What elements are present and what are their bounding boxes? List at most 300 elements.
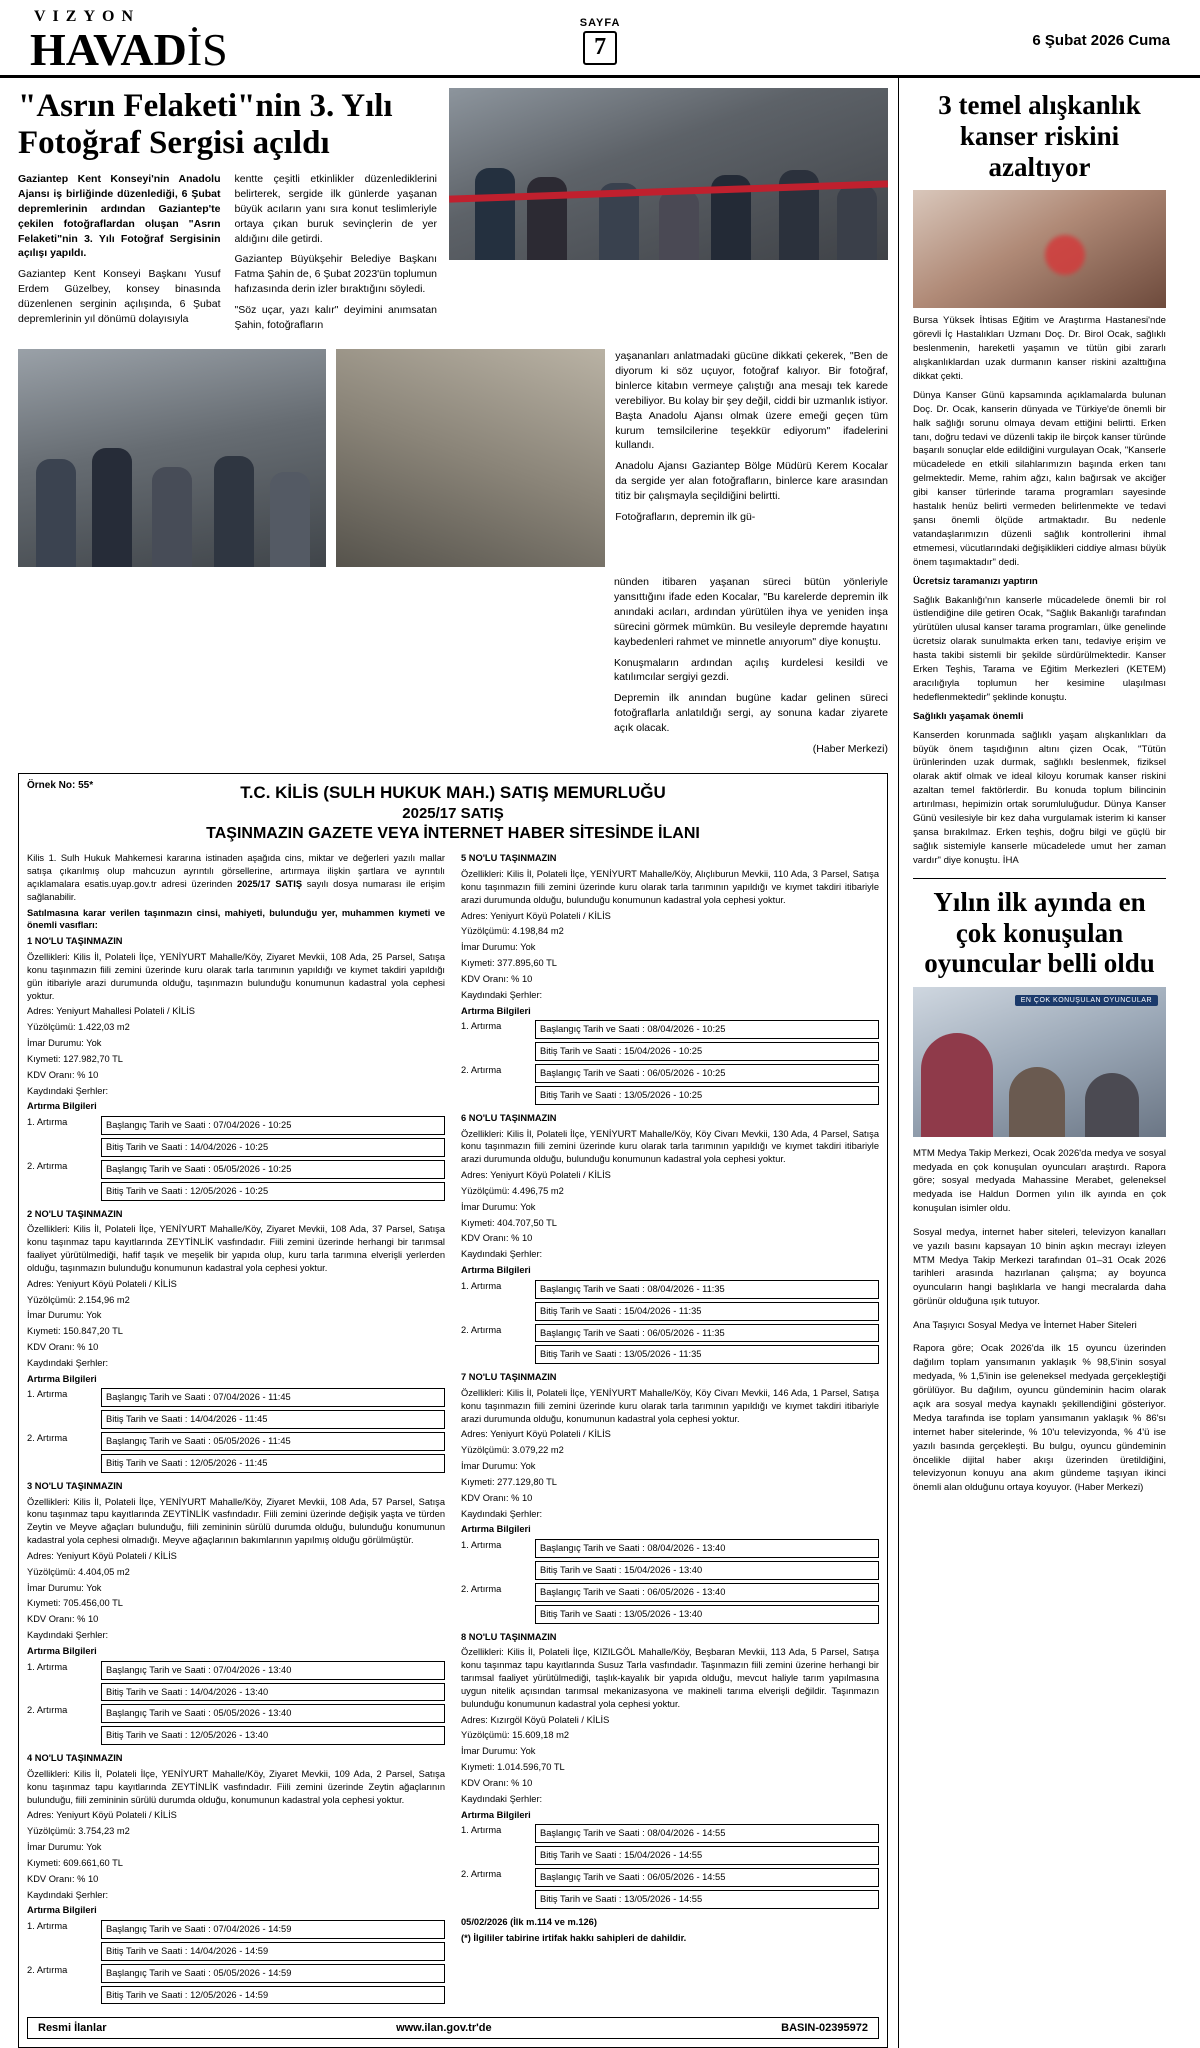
legal-intro-4: Satılmasına karar verilen taşınmazın cinsi, mahiyeti, bulunduğu yer, muhammen kıymeti ve önemli vasıfları: xyxy=(27,907,445,931)
legal-notice xyxy=(18,773,888,2048)
page-content xyxy=(0,78,1200,2048)
auction-row xyxy=(461,1868,879,1890)
auction-start-cell xyxy=(535,1064,879,1083)
start-value: 05/05/2026 - 13:40 xyxy=(213,1708,292,1719)
esatis-link[interactable]: esatis.uyap.gov.tr xyxy=(84,878,157,889)
property-item xyxy=(461,852,879,1107)
property-desc: Özellikleri: Kilis İl, Polateli İlçe, YENİYURT Mahalle/Köy, Ziyaret Mevkii, 108 Ada, 37 Parsel, Satışa konu taşınmaz tapu kayıtlarında ZEYTİNLİK vasfındadır. Fiili zemini üzerinde herhangi bir tarımsal faaliyet yürütülmediği, hafif taşık ve meşelik bir yapıda olup, kuru tarla tarımına elverişli yerlerden olduğu, taşınmazın bulunduğu konumunun kadastral yola cephesi yoktur. xyxy=(27,1224,445,1273)
auction-row xyxy=(461,1324,879,1346)
lead-p4: Gaziantep Büyükşehir Belediye Başkanı Fatma Şahin de, 6 Şubat 2023'ün toplumun hafızasında derin izler bıraktığını söyledi. xyxy=(234,253,437,296)
lead-p5: "Söz uçar, yazı kalır" deyimini anımsatan Şahin, fotoğrafların xyxy=(234,304,437,332)
auction-info-heading: Artırma Bilgileri xyxy=(27,1101,97,1112)
auction-table xyxy=(461,1280,879,1367)
s1-p4: Kanserden korunmada sağlıklı yaşam alışkanlıkları da büyük önem taşıdığının altını çizen Ocak, "Tütün ürünlerinden uzak durmak, sağlıklı beslenmek, fiziksel olarak aktif olmak ve ideal kiloyu korumak kanser riskini azaltan temel faktörlerdir. Bu konuda toplum bilincinin artırılması, hepimizin ortak sorumluluğudur. Dünya Kanser Günü vesilesiyle bir kez daha vurgulamak isterim ki kanser şansa bırakılmaz. Erken teşhis, doğru bilgi ve güçlü bir sağlık sistemiyle kanserle mücadelede umut her zaman vardır" diye konuştu. İHA xyxy=(913,729,1166,866)
auction-row xyxy=(27,1116,445,1138)
auction-table xyxy=(461,1020,879,1107)
property-vat: KDV Oranı: % 10 xyxy=(461,1233,533,1244)
lead-right-text xyxy=(614,575,888,763)
right-p3: Depremin ilk anından bugüne kadar gelinen süreci fotoğraflarla anlatıldığı sergi, ay sonuna kadar ziyarete açık olacak. xyxy=(613,692,888,735)
logo-title-bold: HAVAD xyxy=(30,23,187,75)
property-value: Kıymeti: 127.982,70 TL xyxy=(27,1053,123,1064)
property-address: Adres: Yeniyurt Mahallesi Polateli / KİLİS xyxy=(27,1006,195,1017)
photo-earthquake-rubble xyxy=(336,349,605,567)
auction-row xyxy=(461,1539,879,1561)
auction-table xyxy=(27,1661,445,1748)
lead-photo-opening-ceremony xyxy=(449,88,888,260)
s2-sub1: Ana Taşıyıcı Sosyal Medya ve İnternet Haber Siteleri xyxy=(913,1319,1137,1331)
auction-row xyxy=(461,1280,879,1302)
property-desc: Özellikleri: Kilis İl, Polateli İlçe, YENİYURT Mahalle/Köy, Köy Civarı Mevkii, 130 Ada, 4 Parsel, Satışa konu taşınmazın fiili zemini üzerinde kuru olarak tarla tarımının yapıldığı ve kıymet takdiri itibariyle arazi durumunda olduğu, bulunduğu konumunun kadastral yola cephesi yoktur. xyxy=(461,1128,879,1165)
auction-end-cell xyxy=(535,1042,879,1061)
property-heading: 5 NO'LU TAŞINMAZIN xyxy=(461,853,557,864)
property-heading: 7 NO'LU TAŞINMAZIN xyxy=(461,1372,557,1383)
lead-column-1 xyxy=(18,172,221,339)
auction-start-cell xyxy=(101,1920,445,1939)
auction-end-cell xyxy=(535,1086,879,1105)
logo-title xyxy=(30,23,228,75)
property-item xyxy=(27,935,445,1203)
end-label: Bitiş Tarih ve Saati : xyxy=(540,1850,622,1861)
legal-title-line-2: 2025/17 SATIŞ xyxy=(402,805,504,823)
property-heading: 6 NO'LU TAŞINMAZIN xyxy=(461,1112,557,1123)
official-ads-footer xyxy=(27,2017,879,2039)
auction-start-cell xyxy=(535,1280,879,1299)
auction-row xyxy=(27,1726,445,1748)
lead-signoff: (Haber Merkezi) xyxy=(812,743,888,756)
auction-label: 2. Artırma xyxy=(461,1583,502,1594)
end-label: Bitiş Tarih ve Saati : xyxy=(106,1142,188,1153)
property-value: Kıymeti: 1.014.596,70 TL xyxy=(461,1762,565,1773)
lead-column-2 xyxy=(235,172,438,339)
auction-row xyxy=(461,1605,879,1627)
auction-row xyxy=(27,1160,445,1182)
auction-start-cell xyxy=(101,1704,445,1723)
property-address: Adres: Yeniyurt Köyü Polateli / KİLİS xyxy=(461,1429,611,1440)
auction-row xyxy=(461,1890,879,1912)
newspaper-logo xyxy=(30,9,228,73)
end-value: 14/04/2026 - 11:45 xyxy=(190,1414,268,1425)
property-zoning: İmar Durumu: Yok xyxy=(461,942,536,953)
sidebar-story-1-body xyxy=(913,314,1166,867)
property-vat: KDV Oranı: % 10 xyxy=(461,1492,533,1503)
s2-p2: Sosyal medya, internet haber siteleri, televizyon kanalları ve yazılı basını kapsayan 10 binin aşkın mecrayı izleyen MTM Medya Takip Merkezi tarafından 01–31 Ocak 2026 tarihleri arasında hazırlanan çalışma; ay boyunca oyuncuların hangi başlıklarla ve hangi mecralarda daha görünür olduğuna ışık tutuyor. xyxy=(913,1226,1166,1308)
auction-start-cell xyxy=(535,1824,879,1843)
property-annotations: Kaydındaki Şerhler: xyxy=(461,1793,543,1804)
property-area: Yüzölçümü: 1.422,03 m2 xyxy=(27,1022,130,1033)
start-value: 06/05/2026 - 14:55 xyxy=(647,1872,726,1883)
auction-info-heading: Artırma Bilgileri xyxy=(27,1373,97,1384)
auction-label: 2. Artırma xyxy=(27,1705,68,1716)
start-label: Başlangıç Tarih ve Saati : xyxy=(540,1543,645,1554)
start-value: 07/04/2026 - 10:25 xyxy=(213,1120,292,1131)
auction-end-cell xyxy=(101,1182,445,1201)
auction-label: 1. Artırma xyxy=(461,1280,502,1291)
auction-table xyxy=(461,1539,879,1626)
legal-column-right xyxy=(461,852,879,2011)
auction-row xyxy=(461,1086,879,1108)
property-annotations: Kaydındaki Şerhler: xyxy=(461,1508,543,1519)
property-vat: KDV Oranı: % 10 xyxy=(27,1342,99,1352)
auction-row xyxy=(461,1302,879,1324)
page-title xyxy=(18,88,437,162)
property-desc: Özellikleri: Kilis İl, Polateli İlçe, YENİYURT Mahalle/Köy, Köy Civarı Mevkii, 146 Ada, 1 Parsel, Satışa konu taşınmazın fiili zemini üzerinde kuru olarak tarla tarımının yapıldığı ve kıymet takdiri itibariyle arazi durumunda olduğu, konumunun kadastral yola cephesi yoktur. xyxy=(461,1388,879,1424)
auction-start-cell xyxy=(535,1324,879,1343)
property-vat: KDV Oranı: % 10 xyxy=(461,973,533,984)
auction-end-cell xyxy=(535,1302,879,1321)
auction-row xyxy=(27,1704,445,1726)
photo-most-discussed-actors xyxy=(913,987,1166,1137)
end-value: 14/04/2026 - 13:40 xyxy=(190,1686,269,1697)
start-label: Başlangıç Tarih ve Saati : xyxy=(106,1924,211,1935)
legal-intro-2: adresi üzerinden xyxy=(161,878,233,889)
s1-sub2: Sağlıklı yaşamak önemli xyxy=(913,710,1024,722)
auction-row xyxy=(461,1020,879,1042)
end-value: 13/05/2026 - 10:25 xyxy=(624,1089,703,1100)
auction-end-cell xyxy=(101,1410,445,1429)
end-label: Bitiş Tarih ve Saati : xyxy=(540,1608,622,1619)
left-column xyxy=(18,78,898,2048)
auction-label: 1. Artırma xyxy=(461,1021,502,1032)
legal-intro-1: Kilis 1. Sulh Hukuk Mahkemesi kararına istinaden aşağıda cins, miktar ve değerleri yazılı mallar satışa çıkarılmış olup mahcuzun ayrıntılı görsellerine, artırmaya ilişkin şartlara ve ayrıntılı açıklamalara xyxy=(27,853,445,889)
property-item xyxy=(27,1752,445,2007)
right-column xyxy=(898,78,1166,2048)
legal-column-left xyxy=(27,852,445,2011)
legal-intro xyxy=(27,852,445,903)
property-address: Adres: Yeniyurt Köyü Polateli / KİLİS xyxy=(27,1278,177,1289)
start-label: Başlangıç Tarih ve Saati : xyxy=(106,1708,211,1719)
end-value: 13/05/2026 - 13:40 xyxy=(624,1608,703,1619)
start-value: 06/05/2026 - 11:35 xyxy=(647,1327,725,1338)
auction-label: 1. Artırma xyxy=(461,1540,502,1551)
auction-label: 2. Artırma xyxy=(461,1065,502,1076)
auction-end-cell xyxy=(535,1605,879,1624)
auction-end-cell xyxy=(535,1345,879,1364)
start-value: 07/04/2026 - 14:59 xyxy=(213,1924,292,1935)
auction-row xyxy=(461,1042,879,1064)
property-desc: Özellikleri: Kilis İl, Polateli İlçe, YENİYURT Mahalle/Köy, Ziyaret Mevkii, 108 Ada, 57 Parsel, Satışa konu taşınmaz tapu kayıtlarında ZEYTİNLİK vasfındadır. Fiili zemini üzerinde değişik yaşta ve türden Zeytin ve Meyve ağaçları bulunduğu, fiili zemininin sürülü durumda olduğu, bulunduğu konumunun kadastral yola cephesi olmadığı. Meyve ağaçlarının bakımlarının yapılmış olduğu görülmüştür. xyxy=(27,1496,445,1546)
property-desc: Özellikleri: Kilis İl, Polateli İlçe, YENİYURT Mahalle/Köy, Ziyaret Mevkii, 109 Ada, 2 Parsel, Satışa konu taşınmaz tapu kayıtlarında ZEYTİNLİK vasfındadır. Fiili zemini üzerinde Zeytin ağaçlarının bulunduğu, fiili zemininin sürülü durumda olduğu, konumunun kadastral yola cephesi yoktur. xyxy=(27,1768,445,1805)
sidebar-story-1-headline: 3 temel alışkanlık kanser riskini azaltıyor xyxy=(938,90,1141,182)
auction-row xyxy=(461,1345,879,1367)
auction-info-heading: Artırma Bilgileri xyxy=(461,1809,531,1820)
lead-story-text xyxy=(18,88,437,339)
start-value: 08/04/2026 - 11:35 xyxy=(647,1283,725,1294)
start-value: 08/04/2026 - 13:40 xyxy=(647,1543,726,1554)
page-number: 7 xyxy=(583,31,617,65)
start-value: 05/05/2026 - 14:59 xyxy=(213,1967,292,1978)
end-value: 14/04/2026 - 14:59 xyxy=(190,1945,269,1956)
property-zoning: İmar Durumu: Yok xyxy=(27,1842,102,1853)
auction-row xyxy=(27,1410,445,1432)
property-annotations: Kaydındaki Şerhler: xyxy=(461,1249,543,1260)
auction-end-cell xyxy=(101,1454,445,1473)
lead-mid-text xyxy=(615,349,888,567)
auction-row xyxy=(27,1661,445,1683)
property-address: Adres: Kızırgöl Köyü Polateli / KİLİS xyxy=(461,1714,610,1725)
auction-end-cell xyxy=(535,1846,879,1865)
logo-kicker: VIZYON xyxy=(34,7,141,25)
sample-number: Örnek No: 55* xyxy=(27,779,94,791)
sidebar-story-2-body xyxy=(913,1147,1166,1496)
start-label: Başlangıç Tarih ve Saati : xyxy=(106,1664,211,1675)
legal-columns xyxy=(27,852,879,2011)
photo-crowd-ceremony xyxy=(18,349,326,567)
auction-info-heading: Artırma Bilgileri xyxy=(461,1524,531,1535)
property-item xyxy=(27,1208,445,1476)
auction-start-cell xyxy=(101,1116,445,1135)
s1-sub1: Ücretsiz taramanızı yaptırın xyxy=(913,575,1038,587)
auction-row xyxy=(27,1986,445,2008)
end-value: 12/05/2026 - 13:40 xyxy=(190,1730,269,1741)
auction-start-cell xyxy=(101,1661,445,1680)
end-value: 12/05/2026 - 14:59 xyxy=(190,1989,269,2000)
photo-heart-health xyxy=(913,190,1166,308)
s2-p1: MTM Medya Takip Merkezi, Ocak 2026'da medya ve sosyal medyada en çok konuşulan oyuncuları araştırdı. Rapora göre; sosyal medyada Mahassine Merabet, geleneksel medyada ise Haldun Dormen yılın ilk ayında en çok konuşulan isimler oldu. xyxy=(913,1147,1166,1215)
start-label: Başlangıç Tarih ve Saati : xyxy=(540,1024,645,1035)
end-value: 15/04/2026 - 10:25 xyxy=(624,1046,703,1057)
mid-p1: yaşananları anlatmadaki gücüne dikkati çekerek, "Ben de diyorum ki söz uçuyor, fotoğraf kalıyor. Bir fotoğraf, binlerce kitabın vermeye çalıştığı ana mesajı tek karede verebiliyor. Bu kolay bir şey değil, ciddi bir uzmanlık istiyor. Başta Anadolu Ajansı olmak üzere emeği geçen tüm kurum temsilcilerine teşekkür ediyorum" ifadelerini kullandı. xyxy=(615,349,889,452)
start-value: 07/04/2026 - 13:40 xyxy=(213,1664,292,1675)
property-desc: Özellikleri: Kilis İl, Polateli İlçe, KIZILGÖL Mahalle/Köy, Beşbaran Mevkii, 113 Ada, 5 Parsel, Satışa konu taşınmaz tapu kayıtlarında Susuz Tarla vasfındadır. Taşınmazın fiili zemini üzerine herhangi bir tarımsal faaliyet yürütülmediği, taşlık-kayalık bir yapıda olduğu, mevcut haliyle tarım yapılmasına uygun nitelik açısından tarımsal mekanizasyona ve makineli tarıma elverişli değildir. Taşınmazın bulunduğu konumunun kadastral yola cephesi yoktur. xyxy=(461,1647,879,1709)
auction-start-cell xyxy=(101,1160,445,1179)
page-number-block xyxy=(580,17,621,65)
auction-label: 1. Artırma xyxy=(27,1117,68,1128)
s1-p2: Dünya Kanser Günü kapsamında açıklamalarda bulunan Doç. Dr. Ocak, kanserin dünyada ve Türkiye'de önemli bir halk sağlığı sorunu olmaya devam ettiğini belirtti. Erken tanı, doğru tedavi ve düzenli takip ile birçok kanser türünde başarılı sonuçlar elde edildiğini vurgulayan Ocak, "Kanserle mücadelede en etkili silahlarımızın başında erken tanı gelmektedir. Meme, rahim ağzı, kalın bağırsak ve akciğer gibi kanser türlerinde tarama programları sayesinde hastalık henüz belirti vermeden belirlenmekte ve tedavi şansı önemli ölçüde artmaktadır. Bu nedenle vatandaşlarımızın düzenli sağlık kontrollerini ihmal etmemesi, vücutlarındaki değişiklikleri ciddiye alması büyük önem taşımaktadır" dedi. xyxy=(913,389,1166,568)
property-zoning: İmar Durumu: Yok xyxy=(27,1038,102,1049)
property-heading: 3 NO'LU TAŞINMAZIN xyxy=(27,1480,123,1491)
start-value: 07/04/2026 - 11:45 xyxy=(213,1392,291,1403)
start-value: 05/05/2026 - 11:45 xyxy=(213,1436,291,1447)
legal-intro-bold: 2025/17 SATIŞ xyxy=(237,878,303,889)
property-vat: KDV Oranı: % 10 xyxy=(27,1873,99,1884)
property-area: Yüzölçümü: 4.404,05 m2 xyxy=(27,1566,130,1577)
headline-line-2: Fotoğraf Sergisi açıldı xyxy=(18,124,330,161)
page-label: SAYFA xyxy=(579,16,621,29)
s1-p3: Sağlık Bakanlığı'nın kanserle mücadelede önemli bir rol üstlendiğine dile getiren Ocak, "Sağlık Bakanlığı tarafından yürütülen ulusal kanser tarama programları, ülke genelinde ücretsiz olarak sunulmakta erken tanı, tedaviye erişim ve hasta takibi sistemli bir şekilde sürdürülmektedir. Kanser Erken Teşhis, Tarama ve Eğitim Merkezleri (KETEM) aracılığıyla toplumun her kesimine ulaşılması hedeflenmektedir" şeklinde konuştu. xyxy=(913,594,1166,703)
legal-title-line-1: T.C. KİLİS (SULH HUKUK MAH.) SATIŞ MEMURLUĞU xyxy=(240,782,666,802)
auction-info-heading: Artırma Bilgileri xyxy=(27,1645,97,1656)
masthead xyxy=(0,0,1200,78)
sidebar-story-2-headline: Yılın ilk ayında en çok konuşulan oyuncular belli oldu xyxy=(924,886,1155,979)
property-value: Kıymeti: 609.661,60 TL xyxy=(27,1857,123,1868)
legal-intro-3: sayılı dosya numarası ile erişim sağlanabilir. xyxy=(27,878,445,902)
auction-row xyxy=(461,1561,879,1583)
s2-p3: Rapora göre; Ocak 2026'da ilk 15 oyuncu üzerinden dağılım toplam yansımanın yaklaşık % 98,5'inin sosyal medyada, % 1,5'inin ise geleneksel medyada gerçekleştiği görülüyor. Bu dağılım, oyuncu gündeminin hacim olarak açık ara sosyal medya kaynaklı şekillendiğini gösteriyor. Medya tarafında ise toplam yansımanın yaklaşık % 86'sı internet haber sitelerinde, % 10'u televizyonda, % 4'ü ise yazılı basında gerçekleşti. Bu bulgu, oyuncu gündeminin öncelikle dijital haber akışı üzerinden üretildiğini, televizyonun konuyu ana akım gündeme taşıyan ikinci önemli alan olduğunu ortaya koyuyor. (Haber Merkezi) xyxy=(913,1343,1166,1494)
auction-end-cell xyxy=(101,1726,445,1745)
end-label: Bitiş Tarih ve Saati : xyxy=(106,1686,188,1697)
logo-title-light: İS xyxy=(186,23,228,75)
property-address: Adres: Yeniyurt Köyü Polateli / KİLİS xyxy=(461,1170,611,1181)
right-p1: nünden itibaren yaşanan süreci bütün yönleriyle yansıttığını ifade eden Kocalar, "Bu karelerde depremin ilk anındaki acıları, ardından yürütülen ihya ve yeniden inşa sürecini görmek mümkün. Bu vesileyle depremde hayatını kaybedenleri rahmet ve minnetle anıyorum" diye konuştu. xyxy=(613,575,888,648)
start-label: Başlangıç Tarih ve Saati : xyxy=(540,1872,645,1883)
after-col-spacer-2 xyxy=(330,575,600,763)
auction-row xyxy=(461,1583,879,1605)
auction-row xyxy=(27,1138,445,1160)
auction-info-heading: Artırma Bilgileri xyxy=(461,1265,531,1276)
auction-label: 2. Artırma xyxy=(461,1324,502,1335)
property-desc: Özellikleri: Kilis İl, Polateli İlçe, YENİYURT Mahalle/Köy, Alıçlıburun Mevkii, 110 Ada, 3 Parsel, Satışa konu taşınmazın fiili zemini üzerinde kuru olarak tarla tarımının yapıldığı ve kıymet takdiri itibariyle arazi durumunda olduğu, bulunduğu konumunun kadastral yola cephesi yoktur. xyxy=(461,869,879,905)
end-label: Bitiş Tarih ve Saati : xyxy=(106,1989,188,2000)
end-value: 12/05/2026 - 10:25 xyxy=(190,1185,269,1196)
property-annotations: Kaydındaki Şerhler: xyxy=(27,1357,109,1368)
legal-title-line-3: TAŞINMAZIN GAZETE VEYA İNTERNET HABER SİTESİNDE İLANI xyxy=(206,824,700,842)
auction-label: 2. Artırma xyxy=(27,1160,68,1171)
end-value: 15/04/2026 - 11:35 xyxy=(624,1305,702,1316)
start-value: 06/05/2026 - 13:40 xyxy=(647,1586,726,1597)
property-desc: Özellikleri: Kilis İl, Polateli İlçe, YENİYURT Mahalle/Köy, Ziyaret Mevkii, 108 Ada, 25 Parsel, Satışa konu taşınmazın fiili zemini üzerinde kuru olarak tarla tarımının yapıldığı ve kıymet takdiri yapıldığı gün itibariyle arazi durumunda olduğu, taşınmazın bulunduğu konumunun kadastral yola cephesi yoktur. xyxy=(27,952,445,1001)
end-label: Bitiş Tarih ve Saati : xyxy=(106,1185,188,1196)
property-area: Yüzölçümü: 4.496,75 m2 xyxy=(461,1185,564,1196)
photo-badge: EN ÇOK KONUŞULAN OYUNCULAR xyxy=(1015,995,1158,1006)
end-label: Bitiş Tarih ve Saati : xyxy=(540,1565,622,1576)
property-vat: KDV Oranı: % 10 xyxy=(27,1614,99,1625)
property-vat: KDV Oranı: % 10 xyxy=(27,1069,99,1080)
auction-start-cell xyxy=(101,1388,445,1407)
mid-p3: Fotoğrafların, depremin ilk gü- xyxy=(615,511,756,524)
property-heading: 8 NO'LU TAŞINMAZIN xyxy=(461,1631,557,1642)
property-area: Yüzölçümü: 3.754,23 m2 xyxy=(27,1826,130,1837)
end-value: 14/04/2026 - 10:25 xyxy=(190,1142,269,1153)
auction-label: 1. Artırma xyxy=(27,1921,68,1932)
footer-left-label: Resmi İlanlar xyxy=(38,2022,107,2035)
auction-row xyxy=(27,1454,445,1476)
property-value: Kıymeti: 150.847,20 TL xyxy=(27,1326,123,1337)
property-area: Yüzölçümü: 3.079,22 m2 xyxy=(461,1445,564,1456)
end-label: Bitiş Tarih ve Saati : xyxy=(540,1349,622,1360)
end-value: 15/04/2026 - 14:55 xyxy=(624,1850,703,1861)
property-annotations: Kaydındaki Şerhler: xyxy=(27,1889,109,1900)
start-label: Başlangıç Tarih ve Saati : xyxy=(540,1828,645,1839)
end-label: Bitiş Tarih ve Saati : xyxy=(540,1893,622,1904)
after-col-spacer xyxy=(18,575,316,763)
property-vat: KDV Oranı: % 10 xyxy=(461,1777,533,1788)
start-label: Başlangıç Tarih ve Saati : xyxy=(540,1283,645,1294)
property-heading: 1 NO'LU TAŞINMAZIN xyxy=(27,936,123,947)
start-label: Başlangıç Tarih ve Saati : xyxy=(106,1967,211,1978)
property-zoning: İmar Durumu: Yok xyxy=(461,1201,536,1212)
auction-label: 1. Artırma xyxy=(461,1825,502,1836)
auction-label: 2. Artırma xyxy=(27,1433,68,1444)
start-value: 06/05/2026 - 10:25 xyxy=(647,1068,726,1079)
photo-figures xyxy=(449,153,888,260)
property-heading: 4 NO'LU TAŞINMAZIN xyxy=(27,1753,123,1764)
auction-row xyxy=(461,1846,879,1868)
property-item xyxy=(461,1371,879,1626)
lead-intro: Gaziantep Kent Konseyi'nin Anadolu Ajansı iş birliğinde düzenlediği, 6 Şubat depremlerinin ardından Gaziantep'te çekilen fotoğraflardan oluşan "Asrın Felaketi"nin 3. Yılı Fotoğraf Sergisinin açılışı yapıldı. xyxy=(18,172,221,260)
auction-row xyxy=(27,1432,445,1454)
right-p2: Konuşmaların ardından açılış kurdelesi kesildi ve katılımcılar sergiyi gezdi. xyxy=(613,656,888,684)
auction-info-heading: Artırma Bilgileri xyxy=(461,1005,531,1016)
legal-final-date: 05/02/2026 (İlk m.114 ve m.126) xyxy=(461,1916,597,1927)
auction-start-cell xyxy=(101,1432,445,1451)
footer-press-code: BASIN-02395972 xyxy=(781,2022,868,2035)
property-value: Kıymeti: 277.129,80 TL xyxy=(461,1476,557,1487)
auction-label: 2. Artırma xyxy=(27,1964,68,1975)
auction-row xyxy=(27,1964,445,1986)
auction-start-cell xyxy=(535,1539,879,1558)
start-value: 05/05/2026 - 10:25 xyxy=(213,1163,292,1174)
property-address: Adres: Yeniyurt Köyü Polateli / KİLİS xyxy=(461,910,611,921)
start-label: Başlangıç Tarih ve Saati : xyxy=(540,1068,645,1079)
start-label: Başlangıç Tarih ve Saati : xyxy=(106,1436,211,1447)
auction-row xyxy=(27,1683,445,1705)
auction-end-cell xyxy=(535,1890,879,1909)
end-value: 15/04/2026 - 13:40 xyxy=(624,1565,703,1576)
auction-start-cell xyxy=(535,1583,879,1602)
auction-table xyxy=(27,1116,445,1203)
lead-p2: Gaziantep Kent Konseyi Başkanı Yusuf Erdem Güzelbey, konsey binasında düzenlenen serginin açılışında, 6 Şubat depremlerinin yıl dönümü dolayısıyla xyxy=(18,268,221,326)
property-address: Adres: Yeniyurt Köyü Polateli / KİLİS xyxy=(27,1810,177,1821)
auction-row xyxy=(27,1942,445,1964)
start-label: Başlangıç Tarih ve Saati : xyxy=(540,1327,645,1338)
auction-table xyxy=(461,1824,879,1911)
end-label: Bitiş Tarih ve Saati : xyxy=(106,1414,188,1425)
lead-story xyxy=(18,78,888,339)
end-value: 12/05/2026 - 11:45 xyxy=(190,1457,268,1468)
property-address: Adres: Yeniyurt Köyü Polateli / KİLİS xyxy=(27,1550,177,1561)
auction-table xyxy=(27,1388,445,1475)
lead-after-row xyxy=(18,575,888,763)
property-area: Yüzölçümü: 15.609,18 m2 xyxy=(461,1730,570,1741)
start-value: 08/04/2026 - 10:25 xyxy=(647,1024,726,1035)
auction-end-cell xyxy=(101,1683,445,1702)
end-label: Bitiş Tarih ve Saati : xyxy=(106,1945,188,1956)
property-zoning: İmar Durumu: Yok xyxy=(461,1746,536,1757)
end-label: Bitiş Tarih ve Saati : xyxy=(540,1046,622,1057)
auction-end-cell xyxy=(535,1561,879,1580)
property-item xyxy=(461,1112,879,1367)
property-zoning: İmar Durumu: Yok xyxy=(27,1582,102,1593)
end-value: 13/05/2026 - 14:55 xyxy=(624,1893,703,1904)
auction-end-cell xyxy=(101,1986,445,2005)
lead-p3: kentte çeşitli etkinlikler düzenlediklerini belirterek, sergide ilk günlerde yaşanan büyük acıların yanı sıra konut teslimleriyle ortaya çıkan buruk sevinçlerin de yer aldığını dile getirdi. xyxy=(234,172,437,245)
auction-row xyxy=(27,1182,445,1204)
property-zoning: İmar Durumu: Yok xyxy=(27,1310,102,1321)
property-area: Yüzölçümü: 2.154,96 m2 xyxy=(27,1294,130,1305)
publication-date: 6 Şubat 2026 Cuma xyxy=(1032,32,1170,49)
auction-label: 1. Artırma xyxy=(27,1661,68,1672)
legal-title xyxy=(27,779,879,844)
property-area: Yüzölçümü: 4.198,84 m2 xyxy=(461,926,564,937)
property-annotations: Kaydındaki Şerhler: xyxy=(27,1630,109,1641)
footer-website[interactable]: www.ilan.gov.tr'de xyxy=(396,2022,492,2035)
end-label: Bitiş Tarih ve Saati : xyxy=(106,1457,188,1468)
property-annotations: Kaydındaki Şerhler: xyxy=(461,989,543,1000)
auction-label: 2. Artırma xyxy=(461,1869,502,1880)
start-value: 08/04/2026 - 14:55 xyxy=(647,1828,726,1839)
end-value: 13/05/2026 - 11:35 xyxy=(624,1349,702,1360)
auction-row xyxy=(27,1920,445,1942)
start-label: Başlangıç Tarih ve Saati : xyxy=(106,1120,211,1131)
s1-p1: Bursa Yüksek İhtisas Eğitim ve Araştırma Hastanesi'nde görevli İç Hastalıkları Uzmanı Doç. Dr. Birol Ocak, sağlıklı beslenmenin, hareketli yaşamın ve tütün gibi zararlı alışkanlıklardan uzak durmanın kanser riskini azalttığına dikkat çekti. xyxy=(913,315,1166,382)
auction-table xyxy=(27,1920,445,2007)
auction-info-heading: Artırma Bilgileri xyxy=(27,1905,97,1916)
auction-end-cell xyxy=(101,1942,445,1961)
start-label: Başlangıç Tarih ve Saati : xyxy=(540,1586,645,1597)
property-value: Kıymeti: 377.895,60 TL xyxy=(461,958,557,969)
legal-final-note: (*) İlgililer tabirine irtifak hakkı sahipleri de dahildir. xyxy=(461,1932,687,1943)
property-value: Kıymeti: 705.456,00 TL xyxy=(27,1598,123,1609)
auction-end-cell xyxy=(101,1138,445,1157)
auction-label: 1. Artırma xyxy=(27,1389,68,1400)
start-label: Başlangıç Tarih ve Saati : xyxy=(106,1163,211,1174)
heart-icon xyxy=(1045,235,1085,275)
property-item xyxy=(27,1480,445,1748)
end-label: Bitiş Tarih ve Saati : xyxy=(106,1730,188,1741)
auction-row xyxy=(27,1388,445,1410)
auction-start-cell xyxy=(535,1868,879,1887)
auction-row xyxy=(461,1824,879,1846)
